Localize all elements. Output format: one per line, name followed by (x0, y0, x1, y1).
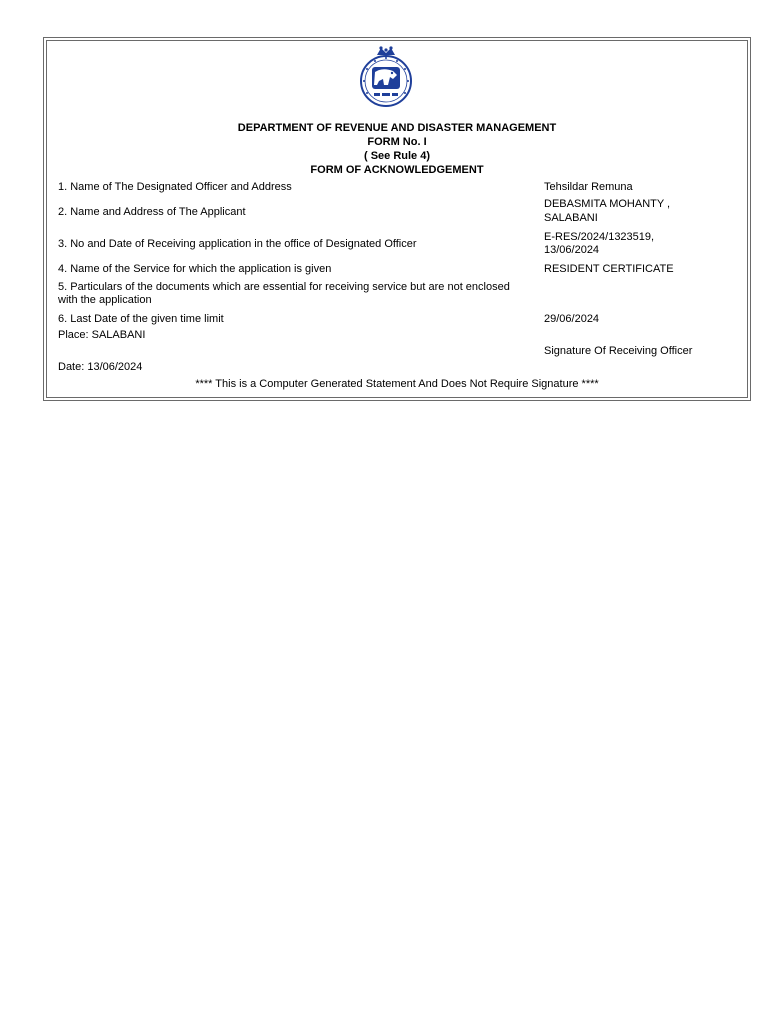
row-value-service-name: RESIDENT CERTIFICATE (544, 263, 674, 275)
row-label-last-date: 6. Last Date of the given time limit (58, 313, 224, 325)
row-value-last-date: 29/06/2024 (544, 313, 600, 325)
form-number: FORM No. I (367, 136, 427, 148)
row-label-application-number: 3. No and Date of Receiving application in the office of Designated Officer (58, 238, 417, 250)
odisha-emblem-icon (355, 45, 417, 111)
signature-label: Signature Of Receiving Officer (544, 345, 693, 357)
place-text: Place: SALABANI (58, 329, 146, 341)
form-title: FORM OF ACKNOWLEDGEMENT (310, 164, 484, 176)
row-label-designated-officer: 1. Name of The Designated Officer and Address (58, 181, 292, 193)
department-title: DEPARTMENT OF REVENUE AND DISASTER MANAGEMENT (237, 122, 557, 134)
row-label-applicant: 2. Name and Address of The Applicant (58, 206, 246, 218)
row-label-service-name: 4. Name of the Service for which the application is given (58, 263, 332, 275)
computer-generated-note: **** This is a Computer Generated Statement And Does Not Require Signature **** (195, 378, 599, 390)
date-text: Date: 13/06/2024 (58, 361, 143, 373)
row-value-designated-officer: Tehsildar Remuna (544, 181, 633, 193)
acknowledgement-inner-frame (46, 40, 748, 398)
form-rule: ( See Rule 4) (363, 150, 431, 162)
row-value-application-date: 13/06/2024 (544, 244, 600, 256)
row-value-applicant-address: SALABANI (544, 212, 598, 224)
row-value-applicant-name: DEBASMITA MOHANTY , (544, 198, 671, 210)
row-label-documents-line2: with the application (58, 294, 152, 306)
row-label-documents-line1: 5. Particulars of the documents which are essential for receiving service but are not enclosed (58, 281, 510, 293)
acknowledgement-frame (43, 37, 751, 401)
row-value-application-number: E-RES/2024/1323519, (544, 231, 655, 243)
